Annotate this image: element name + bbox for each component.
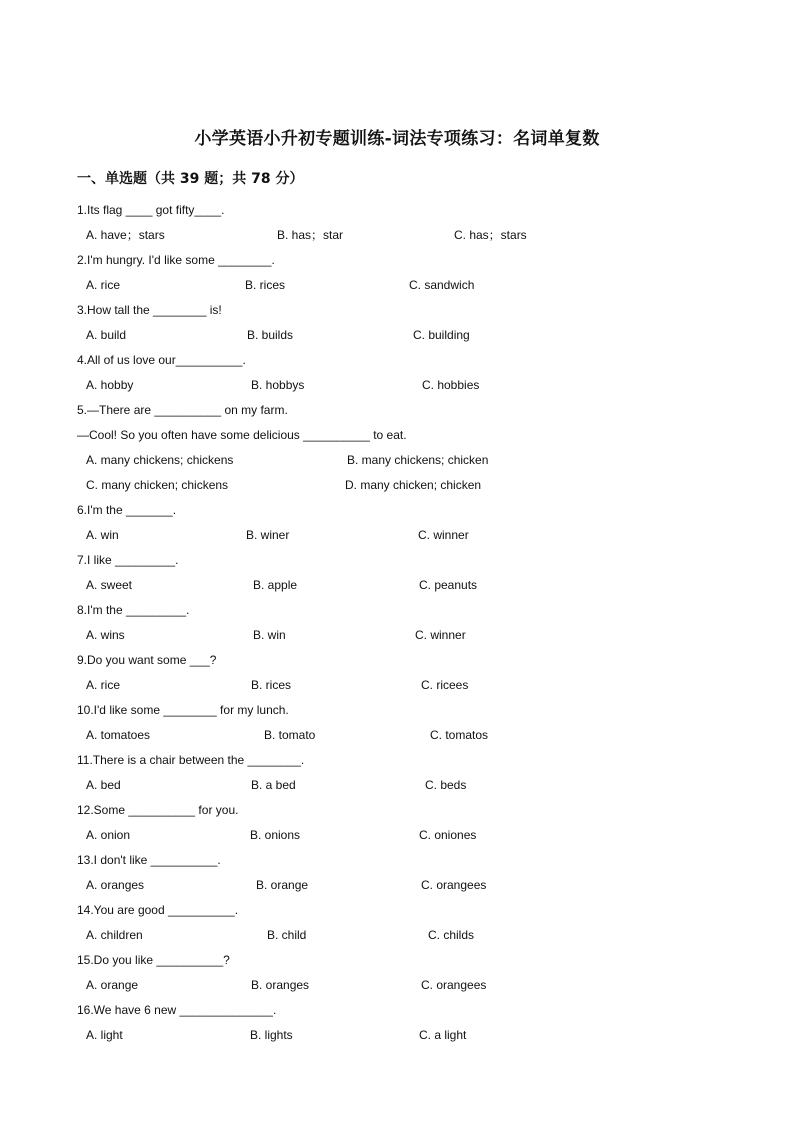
option-b: B. builds <box>247 328 294 342</box>
option-b: B. orange <box>256 878 309 892</box>
option-row <box>77 775 757 800</box>
question-stem: 11.There is a chair between the ________. <box>77 753 305 767</box>
option-row <box>77 475 757 500</box>
option-b: B. oranges <box>251 978 310 992</box>
option-b: B. many chickens; chicken <box>347 453 489 467</box>
option-c: C. childs <box>428 928 475 942</box>
option-c: C. orangees <box>421 978 487 992</box>
question-stem: 9.Do you want some ___? <box>77 653 217 667</box>
option-b: B. apple <box>253 578 298 592</box>
question-stem: 7.I like _________. <box>77 553 179 567</box>
option-c: C. peanuts <box>419 578 478 592</box>
question-stem: 5.—There are __________ on my farm. <box>77 403 288 417</box>
question-stem: 13.I don't like __________. <box>77 853 221 867</box>
option-row <box>77 975 757 1000</box>
option-b: B. rices <box>251 678 292 692</box>
option-b: B. has；star <box>277 228 344 242</box>
option-a: A. rice <box>86 278 121 292</box>
option-a: A. many chickens; chickens <box>86 453 234 467</box>
option-row <box>77 525 757 550</box>
question-stem-continued: —Cool! So you often have some delicious __________ to eat. <box>77 428 407 442</box>
option-row <box>77 1025 757 1050</box>
option-a: A. oranges <box>86 878 145 892</box>
option-a: A. tomatoes <box>86 728 151 742</box>
option-row <box>77 575 757 600</box>
option-c: C. ricees <box>421 678 469 692</box>
option-c: C. hobbies <box>422 378 480 392</box>
option-a: A. children <box>86 928 143 942</box>
question-stem: 1.Its flag ____ got fifty____. <box>77 203 225 217</box>
option-c: C. winner <box>418 528 469 542</box>
option-a: A. rice <box>86 678 121 692</box>
question-stem: 6.I'm the _______. <box>77 503 177 517</box>
option-a: A. build <box>86 328 127 342</box>
question-stem: 8.I'm the _________. <box>77 603 190 617</box>
question-stem: 15.Do you like __________? <box>77 953 230 967</box>
option-c: C. oniones <box>419 828 477 842</box>
option-b: B. lights <box>250 1028 293 1042</box>
option-c: C. sandwich <box>409 278 475 292</box>
option-row <box>77 925 757 950</box>
option-c: C. many chicken; chickens <box>86 478 229 492</box>
option-b: B. child <box>267 928 307 942</box>
option-a: A. have；stars <box>86 228 165 242</box>
option-a: A. win <box>86 528 119 542</box>
option-d: D. many chicken; chicken <box>345 478 482 492</box>
option-row <box>77 325 757 350</box>
option-b: B. win <box>253 628 286 642</box>
option-b: B. hobbys <box>251 378 305 392</box>
option-b: B. tomato <box>264 728 316 742</box>
section-heading: 一、单选题（共 39 题；共 78 分） <box>77 171 304 187</box>
option-c: C. beds <box>425 778 467 792</box>
page-title: 小学英语小升初专题训练-词法专项练习：名词单复数 <box>194 129 600 149</box>
option-a: A. light <box>86 1028 123 1042</box>
question-stem: 2.I'm hungry. I'd like some ________. <box>77 253 275 267</box>
option-row <box>77 825 757 850</box>
question-stem: 16.We have 6 new ______________. <box>77 1003 277 1017</box>
option-b: B. a bed <box>251 778 296 792</box>
option-b: B. rices <box>245 278 286 292</box>
option-row <box>77 725 757 750</box>
option-c: C. a light <box>419 1028 467 1042</box>
option-a: A. sweet <box>86 578 133 592</box>
question-stem: 4.All of us love our__________. <box>77 353 246 367</box>
option-c: C. tomatos <box>430 728 489 742</box>
option-b: B. onions <box>250 828 301 842</box>
option-row <box>77 375 757 400</box>
question-stem: 14.You are good __________. <box>77 903 239 917</box>
option-b: B. winer <box>246 528 290 542</box>
option-row <box>77 875 757 900</box>
option-row <box>77 275 757 300</box>
question-stem: 10.I'd like some ________ for my lunch. <box>77 703 289 717</box>
option-row <box>77 675 757 700</box>
question-stem: 12.Some __________ for you. <box>77 803 239 817</box>
option-c: C. has；stars <box>454 228 527 242</box>
option-a: A. bed <box>86 778 121 792</box>
option-c: C. winner <box>415 628 466 642</box>
option-row <box>77 225 757 250</box>
option-c: C. building <box>413 328 470 342</box>
option-a: A. onion <box>86 828 131 842</box>
question-stem: 3.How tall the ________ is! <box>77 303 222 317</box>
option-row <box>77 450 757 475</box>
option-a: A. wins <box>86 628 125 642</box>
question-list <box>77 200 757 1050</box>
option-c: C. orangees <box>421 878 487 892</box>
option-row <box>77 625 757 650</box>
option-a: A. orange <box>86 978 139 992</box>
option-a: A. hobby <box>86 378 134 392</box>
